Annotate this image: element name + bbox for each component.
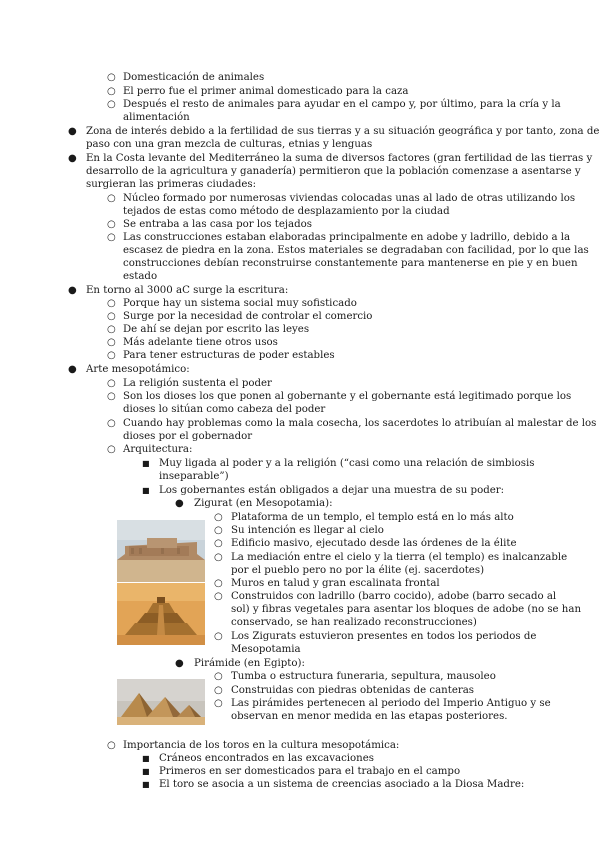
bullet-circle-icon: ○ (107, 99, 116, 110)
list-item-continued: dioses por el gobernador (123, 431, 253, 442)
list-item: Surge por la necesidad de controlar el comercio (123, 311, 373, 322)
bullet-circle-icon: ○ (107, 391, 116, 402)
list-item: Tumba o estructura funeraria, sepultura, mausoleo (231, 671, 496, 682)
list-item-continued: escasez de piedra en la zona. Estos materiales se degradaban con facilidad, por lo que las (123, 245, 589, 256)
list-item-continued: dioses lo sitúan como cabeza del poder (123, 404, 326, 415)
bullet-circle-icon: ○ (214, 631, 223, 642)
list-item: Arquitectura: (123, 444, 193, 455)
list-item: Las pirámides pertenecen al periodo del Imperio Antiguo y se (231, 698, 551, 709)
list-item: Construidos con ladrillo (barro cocido), adobe (barro secado al (231, 591, 557, 602)
list-item: Son los dioses los que ponen al gobernante y el gobernante está legitimado porque los (123, 391, 572, 402)
bullet-circle-icon: ○ (107, 337, 116, 348)
bullet-square-icon: ■ (142, 780, 150, 789)
bullet-circle-icon: ○ (107, 298, 116, 309)
bullet-disc-icon: ● (175, 498, 184, 509)
bullet-circle-icon: ○ (214, 552, 223, 563)
bullet-disc-icon: ● (68, 285, 77, 296)
list-item-continued: Mesopotamia (231, 644, 301, 655)
bullet-circle-icon: ○ (214, 671, 223, 682)
bullet-circle-icon: ○ (214, 538, 223, 549)
bullet-circle-icon: ○ (214, 591, 223, 602)
list-item-continued: por el pueblo pero no por la élite (ej. sacerdotes) (231, 565, 485, 576)
bullet-circle-icon: ○ (107, 219, 116, 230)
bullet-circle-icon: ○ (107, 86, 116, 97)
list-item: Zigurat (en Mesopotamia): (194, 498, 333, 509)
list-item: Las construcciones estaban elaboradas principalmente en adobe y ladrillo, debido a la (123, 232, 571, 243)
bullet-square-icon: ■ (142, 459, 150, 468)
list-item: Se entraba a las casa por los tejados (123, 219, 312, 230)
list-item: Para tener estructuras de poder estables (123, 350, 335, 361)
list-item-continued: surgieran las primeras ciudades: (86, 179, 257, 190)
list-item: Domesticación de animales (123, 72, 265, 83)
list-item: En torno al 3000 aC surge la escritura: (86, 285, 289, 296)
list-item-continued: alimentación (123, 112, 190, 123)
list-item: Más adelante tiene otros usos (123, 337, 278, 348)
list-item: Los Zigurats estuvieron presentes en todos los periodos de (231, 631, 537, 642)
list-item-continued: construcciones debían reconstruirse constantemente para mantenerse en pie y en buen (123, 258, 578, 269)
bullet-circle-icon: ○ (107, 324, 116, 335)
list-item: De ahí se dejan por escrito las leyes (123, 324, 310, 335)
bullet-disc-icon: ● (68, 364, 77, 375)
list-item: Cráneos encontrados en las excavaciones (159, 753, 375, 764)
bullet-circle-icon: ○ (107, 740, 116, 751)
bullet-square-icon: ■ (142, 767, 150, 776)
list-item: Arte mesopotámico: (86, 364, 190, 375)
bullet-circle-icon: ○ (107, 193, 116, 204)
bullet-circle-icon: ○ (107, 72, 116, 83)
ziggurat-photo (117, 520, 205, 582)
list-item: Los gobernantes están obligados a dejar una muestra de su poder: (159, 485, 505, 496)
list-item-continued: tejados de estas como método de desplazamiento por la ciudad (123, 206, 450, 217)
list-item: El perro fue el primer animal domesticado para la caza (123, 86, 409, 97)
bullet-disc-icon: ● (68, 126, 77, 137)
bullet-circle-icon: ○ (214, 525, 223, 536)
list-item: Cuando hay problemas como la mala cosecha, los sacerdotes lo atribuían al malestar de los (123, 418, 597, 429)
list-item: Zona de interés debido a la fertilidad de sus tierras y a su situación geográfica y por tanto, zona de (86, 126, 600, 137)
list-item: Edificio masivo, ejecutado desde las órdenes de la élite (231, 538, 517, 549)
list-item: Plataforma de un templo, el templo está en lo más alto (231, 512, 514, 523)
list-item: Construidas con piedras obtenidas de canteras (231, 685, 475, 696)
bullet-circle-icon: ○ (214, 578, 223, 589)
bullet-circle-icon: ○ (107, 232, 116, 243)
bullet-square-icon: ■ (142, 754, 150, 763)
list-item: Pirámide (en Egipto): (194, 658, 305, 669)
list-item: Después el resto de animales para ayudar en el campo y, por último, para la cría y la (123, 99, 561, 110)
list-item: En la Costa levante del Mediterráneo la suma de diversos factores (gran fertilidad de las tierras y (86, 153, 593, 164)
list-item: Importancia de los toros en la cultura mesopotámica: (123, 740, 400, 751)
bullet-circle-icon: ○ (107, 350, 116, 361)
bullet-circle-icon: ○ (107, 444, 116, 455)
pyramids-photo (117, 679, 205, 725)
bullet-circle-icon: ○ (214, 698, 223, 709)
list-item-continued: conservado, se han realizado reconstrucciones) (231, 617, 477, 628)
bullet-square-icon: ■ (142, 486, 150, 495)
list-item-continued: observan en menor medida en las etapas posteriores. (231, 711, 508, 722)
list-item: Su intención es llegar al cielo (231, 525, 384, 536)
list-item-continued: desarrollo de la agricultura y ganadería) permitieron que la población comenzase a asentarse y (86, 166, 581, 177)
list-item-continued: estado (123, 271, 158, 282)
list-item: El toro se asocia a un sistema de creencias asociado a la Diosa Madre: (159, 779, 525, 790)
list-item: Porque hay un sistema social muy sofisticado (123, 298, 357, 309)
bullet-disc-icon: ● (175, 658, 184, 669)
list-item-continued: paso con una gran mezcla de culturas, etnias y lenguas (86, 139, 373, 150)
list-item-continued: inseparable”) (159, 471, 229, 482)
list-item-continued: sol) y fibras vegetales para asentar los bloques de adobe (no se han (231, 604, 582, 615)
bullet-circle-icon: ○ (214, 685, 223, 696)
bullet-circle-icon: ○ (107, 378, 116, 389)
ziggurat-reconstruction-image (117, 583, 205, 645)
bullet-circle-icon: ○ (107, 311, 116, 322)
list-item: La religión sustenta el poder (123, 378, 272, 389)
list-item: Núcleo formado por numerosas viviendas colocadas unas al lado de otras utilizando los (123, 193, 576, 204)
list-item: Primeros en ser domesticados para el trabajo en el campo (159, 766, 461, 777)
bullet-circle-icon: ○ (214, 512, 223, 523)
bullet-circle-icon: ○ (107, 418, 116, 429)
list-item: Muy ligada al poder y a la religión (“casi como una relación de simbiosis (159, 458, 535, 469)
list-item: Muros en talud y gran escalinata frontal (231, 578, 440, 589)
bullet-disc-icon: ● (68, 153, 77, 164)
list-item: La mediación entre el cielo y la tierra (el templo) es inalcanzable (231, 552, 568, 563)
